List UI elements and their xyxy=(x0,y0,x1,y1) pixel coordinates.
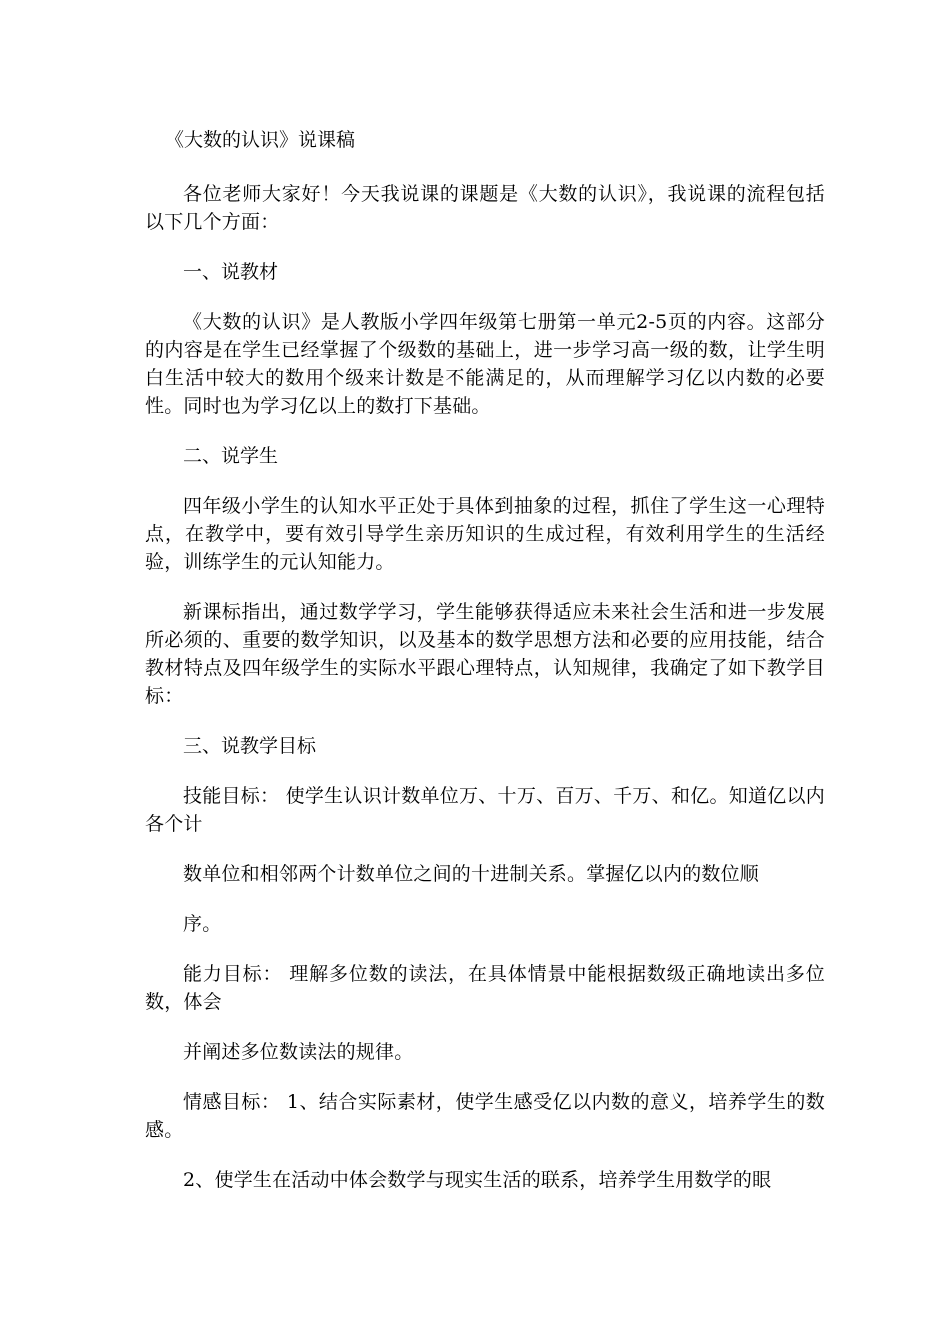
skill-objective-end: 序。 xyxy=(183,913,222,935)
section-heading-textbook: 一、说教材 xyxy=(183,261,279,283)
ability-objective-continued: 并阐述多位数读法的规律。 xyxy=(183,1041,414,1063)
textbook-paragraph: 《大数的认识》是人教版小学四年级第七册第一单元2-5页的内容。这部分的内容是在学生已经掌握了个级数的基础上，进一步学习高一级的数，让学生明白生活中较大的数用个级来计数是不能满足的，从而理解学习亿以内数的必要性。同时也为学习亿以上的数打下基础。 xyxy=(145,311,825,417)
document-body xyxy=(145,126,825,1216)
section-heading-objectives: 三、说教学目标 xyxy=(183,735,317,757)
emotion-objective-paragraph: 情感目标： 1、结合实际素材，使学生感受亿以内数的意义，培养学生的数感。 xyxy=(145,1091,825,1141)
skill-objective-continued: 数单位和相邻两个计数单位之间的十进制关系。掌握亿以内的数位顺 xyxy=(183,863,760,885)
document-title: 《大数的认识》说课稿 xyxy=(165,129,356,151)
section-heading-students: 二、说学生 xyxy=(183,445,279,467)
skill-objective-paragraph: 技能目标： 使学生认识计数单位万、十万、百万、千万、和亿。知道亿以内各个计 xyxy=(145,785,825,835)
students-paragraph: 四年级小学生的认知水平正处于具体到抽象的过程，抓住了学生这一心理特点，在教学中，要有效引导学生亲历知识的生成过程，有效利用学生的生活经验，训练学生的元认知能力。 xyxy=(145,495,825,573)
curriculum-paragraph: 新课标指出，通过数学学习，学生能够获得适应未来社会生活和进一步发展所必须的、重要的数学知识，以及基本的数学思想方法和必要的应用技能，结合教材特点及四年级学生的实际水平跟心理特点，认知规律，我确定了如下教学目标： xyxy=(145,601,825,707)
emotion-objective-item-2: 2、使学生在活动中体会数学与现实生活的联系，培养学生用数学的眼 xyxy=(183,1169,772,1191)
ability-objective-paragraph: 能力目标： 理解多位数的读法，在具体情景中能根据数级正确地读出多位数，体会 xyxy=(145,963,825,1013)
intro-paragraph: 各位老师大家好！今天我说课的课题是《大数的认识》，我说课的流程包括以下几个方面： xyxy=(145,183,825,233)
